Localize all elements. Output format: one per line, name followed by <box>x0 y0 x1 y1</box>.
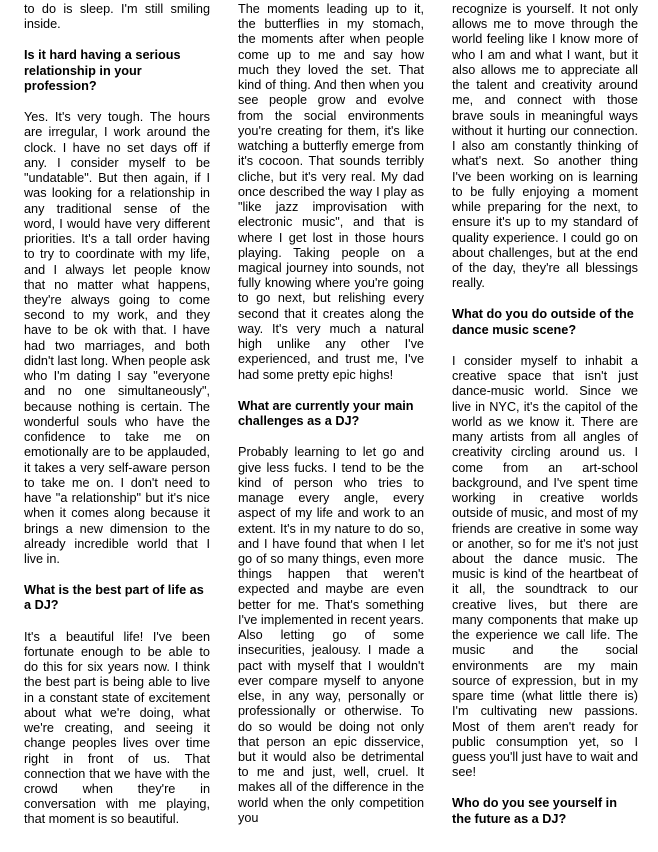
article-page <box>24 2 638 848</box>
paragraph: Probably learning to let go and give less fucks. I tend to be the kind of person who tries to manage every angle, every aspect of my life and work to an extent. It's in my nature to do so, and I have found that when I let go of so many things, even more things happen that weren't expected and maybe are even better for me. That's something I've implemented in recent years. Also letting go of some insecurities, jealousy. I made a pact with myself that I wouldn't ever compare myself to anyone else, in any way, personally or professionally or otherwise. To do so would be doing not only that person an epic disservice, but it would also be detrimental to me and just, well, cruel. It makes all of the difference in the world when the only competition you <box>238 445 424 825</box>
question-heading: What is the best part of life as a DJ? <box>24 583 204 613</box>
text-column-1 <box>24 2 210 848</box>
question-heading: What do you do outside of the dance music scene? <box>452 307 634 337</box>
paragraph: recognize is yourself. It not only allows me to move through the world feeling like I know more of who I am and what I want, but it also allows me to appreciate all the talent and creativity around me, and connect with those brave souls in meaningful ways without it hurting our connection. I also am constantly thinking of what's next. So another thing I've been working on is learning to be fully enjoying a moment while preparing for the next, to ensure it's up to my standard of quality experience. I could go on about challenges, but at the end of the day, they're all blessings really. <box>452 2 638 291</box>
paragraph: to do is sleep. I'm still smiling inside. <box>24 2 210 32</box>
paragraph: Yes. It's very tough. The hours are irregular, I work around the clock. I have no set days off if any. I consider myself to be "undatable". But then again, if I was looking for a relationship in any traditional sense of the word, I would have very different priorities. It's a tall order having to try to coordinate with my life, and I always let people know that no matter what happens, they're always going to come second to my work, and they have to be ok with that. I have had two marriages, and both didn't last long. When people ask who I'm dating I say "everyone and no one simultaneously", because nothing is certain. The wonderful souls who have the confidence to take me on emotionally are to be applauded, it takes a very self-aware person to take me on. I don't need to have "a relationship" but it's nice when it comes along because it brings a new dimension to the already incredible world that I live in. <box>24 110 210 566</box>
paragraph: I consider myself to inhabit a creative space that isn't just dance-music world. Since we live in NYC, it's the capitol of the world as we know it. There are many artists from all angles of creativity circling around us. I come from an art-school background, and I've spent time working in creative worlds outside of music, and most of my friends are creative in some way or another, so for me it's not just about the dance music. The music is kind of the heartbeat of it all, the soundtrack to our creative lives, but there are many components that make up the experience we call life. The music and the social environments are my main source of expression, but in my spare time (what little there is) I'm cultivating new passions. Most of them aren't ready for public consumption yet, so I guess you'll just have to wait and see! <box>452 353 638 780</box>
question-heading: Who do you see yourself in the future as a DJ? <box>452 796 617 826</box>
question-heading: What are currently your main challenges as a DJ? <box>238 398 414 429</box>
paragraph: The moments leading up to it, the butterflies in my stomach, the moments after when people come up to me and say how much they loved the set. That kind of thing. And then when you see people grow and evolve from the social environments you're creating for them, it's like watching a butterfly emerge from it's cocoon. That sounds terribly cliche, but it's very real. My dad once described the way I play as "like jazz improvisation with electronic music", and that is where I get lost in those hours playing. Taking people on a magical journey into sounds, not fully knowing where you're going to go next, but relishing every second that it creates along the way. It's very much a natural high unlike any other I've experienced, and trust me, I've had some pretty epic highs! <box>238 2 424 382</box>
question-heading: Is it hard having a serious relationship in your profession? <box>24 48 181 93</box>
paragraph: It's a beautiful life! I've been fortunate enough to be able to do this for six years now. I think the best part is being able to live in a constant state of excitement about what we're doing, what we're creating, and seeing it change peoples lives over time right in front of us. That connection that we have with the crowd when they're in conversation with me playing, that moment is so beautiful. <box>24 629 210 827</box>
text-column-3 <box>452 2 638 848</box>
text-column-2 <box>238 2 424 848</box>
